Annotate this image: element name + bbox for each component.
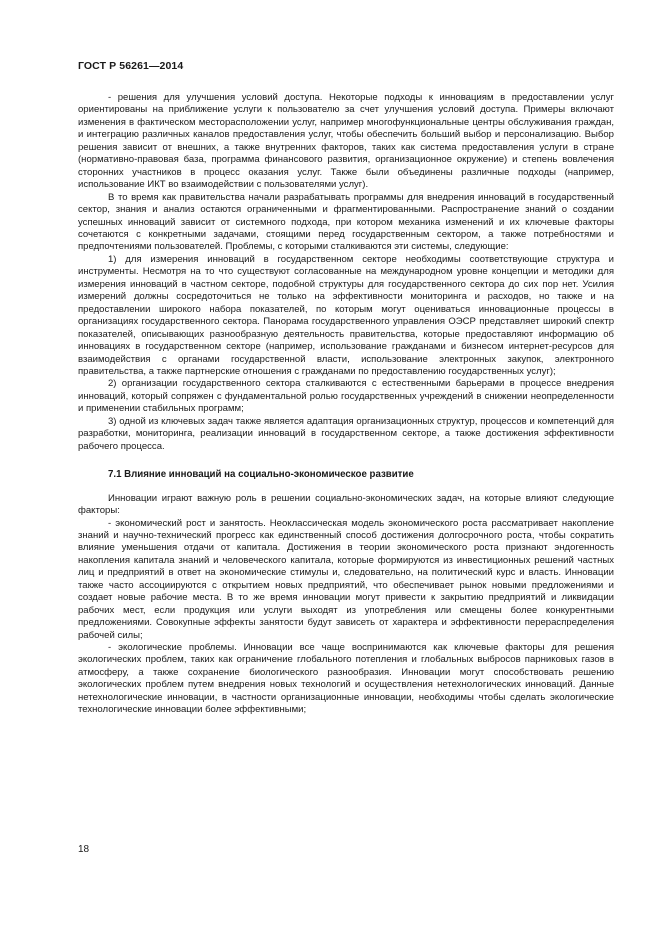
paragraph: - решения для улучшения условий доступа. Некоторые подходы к инновациям в предоставлении услуг ориентированы на приближение услуги к пользователю за счет улучшения условий доступа. Примеры включают изменения в фактическом месторасположении услуг, например многофункциональные центры обслуживания граждан, и интеграцию различных каналов предоставления услуг, чтобы обеспечить больший выбор и персонализацию. Выбор решения зависит от внешних, а также внутренних факторов, таких как система предоставления услуги в стране (нормативно-правовая база, программа финансового развития, организационное окружение) и степень вовлечения сторонних участников в процесс оказания услуг. Также были объединены различные подходы (например, использование ИКТ во взаимодействии с пользователями услуг). [78,92,614,191]
paragraph: Инновации играют важную роль в решении социально-экономических задач, на которые влияют следующие факторы: [78,492,614,517]
document-header: ГОСТ Р 56261—2014 [78,60,184,72]
paragraph: - экономический рост и занятость. Неоклассическая модель экономического роста рассматривает накопление знаний и научно-технический прогресс как единственный способ достижения долгосрочного роста, чтобы сократить влияние уменьшения отдачи от капитала. Достижения в теории экономического роста признают эндогенность накопления капитала знаний и человеческого капитала, которые формируются из инвестиционных решений частных лиц и предприятий в ответ на экономические стимулы и, следовательно, на политический курс и власть. Инновации также часто ассоциируются с открытием новых предприятий, что обеспечивает рынок новыми предложениями и создает новые рабочие места. В то же время инновации могут привести к закрытию предприятий и ликвидации рабочих мест, если продукция или услуги выходят из употребления или смещены более конкурентными предложениями. Совокупные эффекты занятости будут зависеть от характера и эффективности перераспределения рабочей силы; [78,517,614,641]
paragraph: 1) для измерения инноваций в государственном секторе необходимы соответствующие структура и инструменты. Несмотря на то что существуют согласованные на международном уровне концепции и методики для измерения инноваций в частном секторе, подобной структуры для государственного сектора до сих пор нет. Усилия измерений должны сосредоточиться не только на эффективности мониторинга и расходов, но также и на предоставлении широкого набора показателей, по которым могут оцениваться инновационные процессы в организациях государственного сектора. Панорама государственного управления ОЭСР представляет широкий спектр показателей, описывающих разнообразную деятельность правительства, которые предоставляют информацию об инновациях в государственном секторе (например, использование гражданами и бизнесом интернет-ресурсов для взаимодействия с органами государственной власти, использование электронных закупок, электронного правительства, а также партнерские отношения с гражданами по предоставлению государственных услуг); [78,253,614,377]
paragraph: - экологические проблемы. Инновации все чаще воспринимаются как ключевые факторы для решения экологических проблем, таких как ограничение глобального потепления и глобальных выбросов парниковых газов в атмосферу, а также сохранение биологического разнообразия. Инновации могут способствовать решению экологических проблем путем внедрения новых технологий и осуществления нетехнологических инноваций. Данные нетехнологические инновации, в частности организационные инновации, необходимы чтобы сделать экологические технологические инновации более эффективными; [78,642,614,716]
paragraph: 2) организации государственного сектора сталкиваются с естественными барьерами в процессе внедрения инноваций, который сопряжен с фундаментальной ролью государственных учреждений в снижении неопределенности и применении стабильных программ; [78,378,614,415]
paragraph: 3) одной из ключевых задач также является адаптация организационных структур, процессов и компетенций для разработки, мониторинга, реализации инноваций в государственном секторе, а также достижения эффективности рабочего процесса. [78,415,614,452]
page-number: 18 [78,844,90,855]
section-heading: 7.1 Влияние инноваций на социально-экономическое развитие [108,469,414,481]
paragraph: В то время как правительства начали разрабатывать программы для внедрения инноваций в государственный сектор, знания и анализ остаются ограниченными и фрагментированными. Распространение знаний о создании успешных инноваций зависит от системного подхода, при котором механика изменений и их ключевые факторы сочетаются с конкретными задачами, стоящими перед государственным сектором, а также потребностями и предпочтениями пользователей. Проблемы, с которыми сталкиваются эти системы, следующие: [78,191,614,253]
document-body [78,92,614,717]
